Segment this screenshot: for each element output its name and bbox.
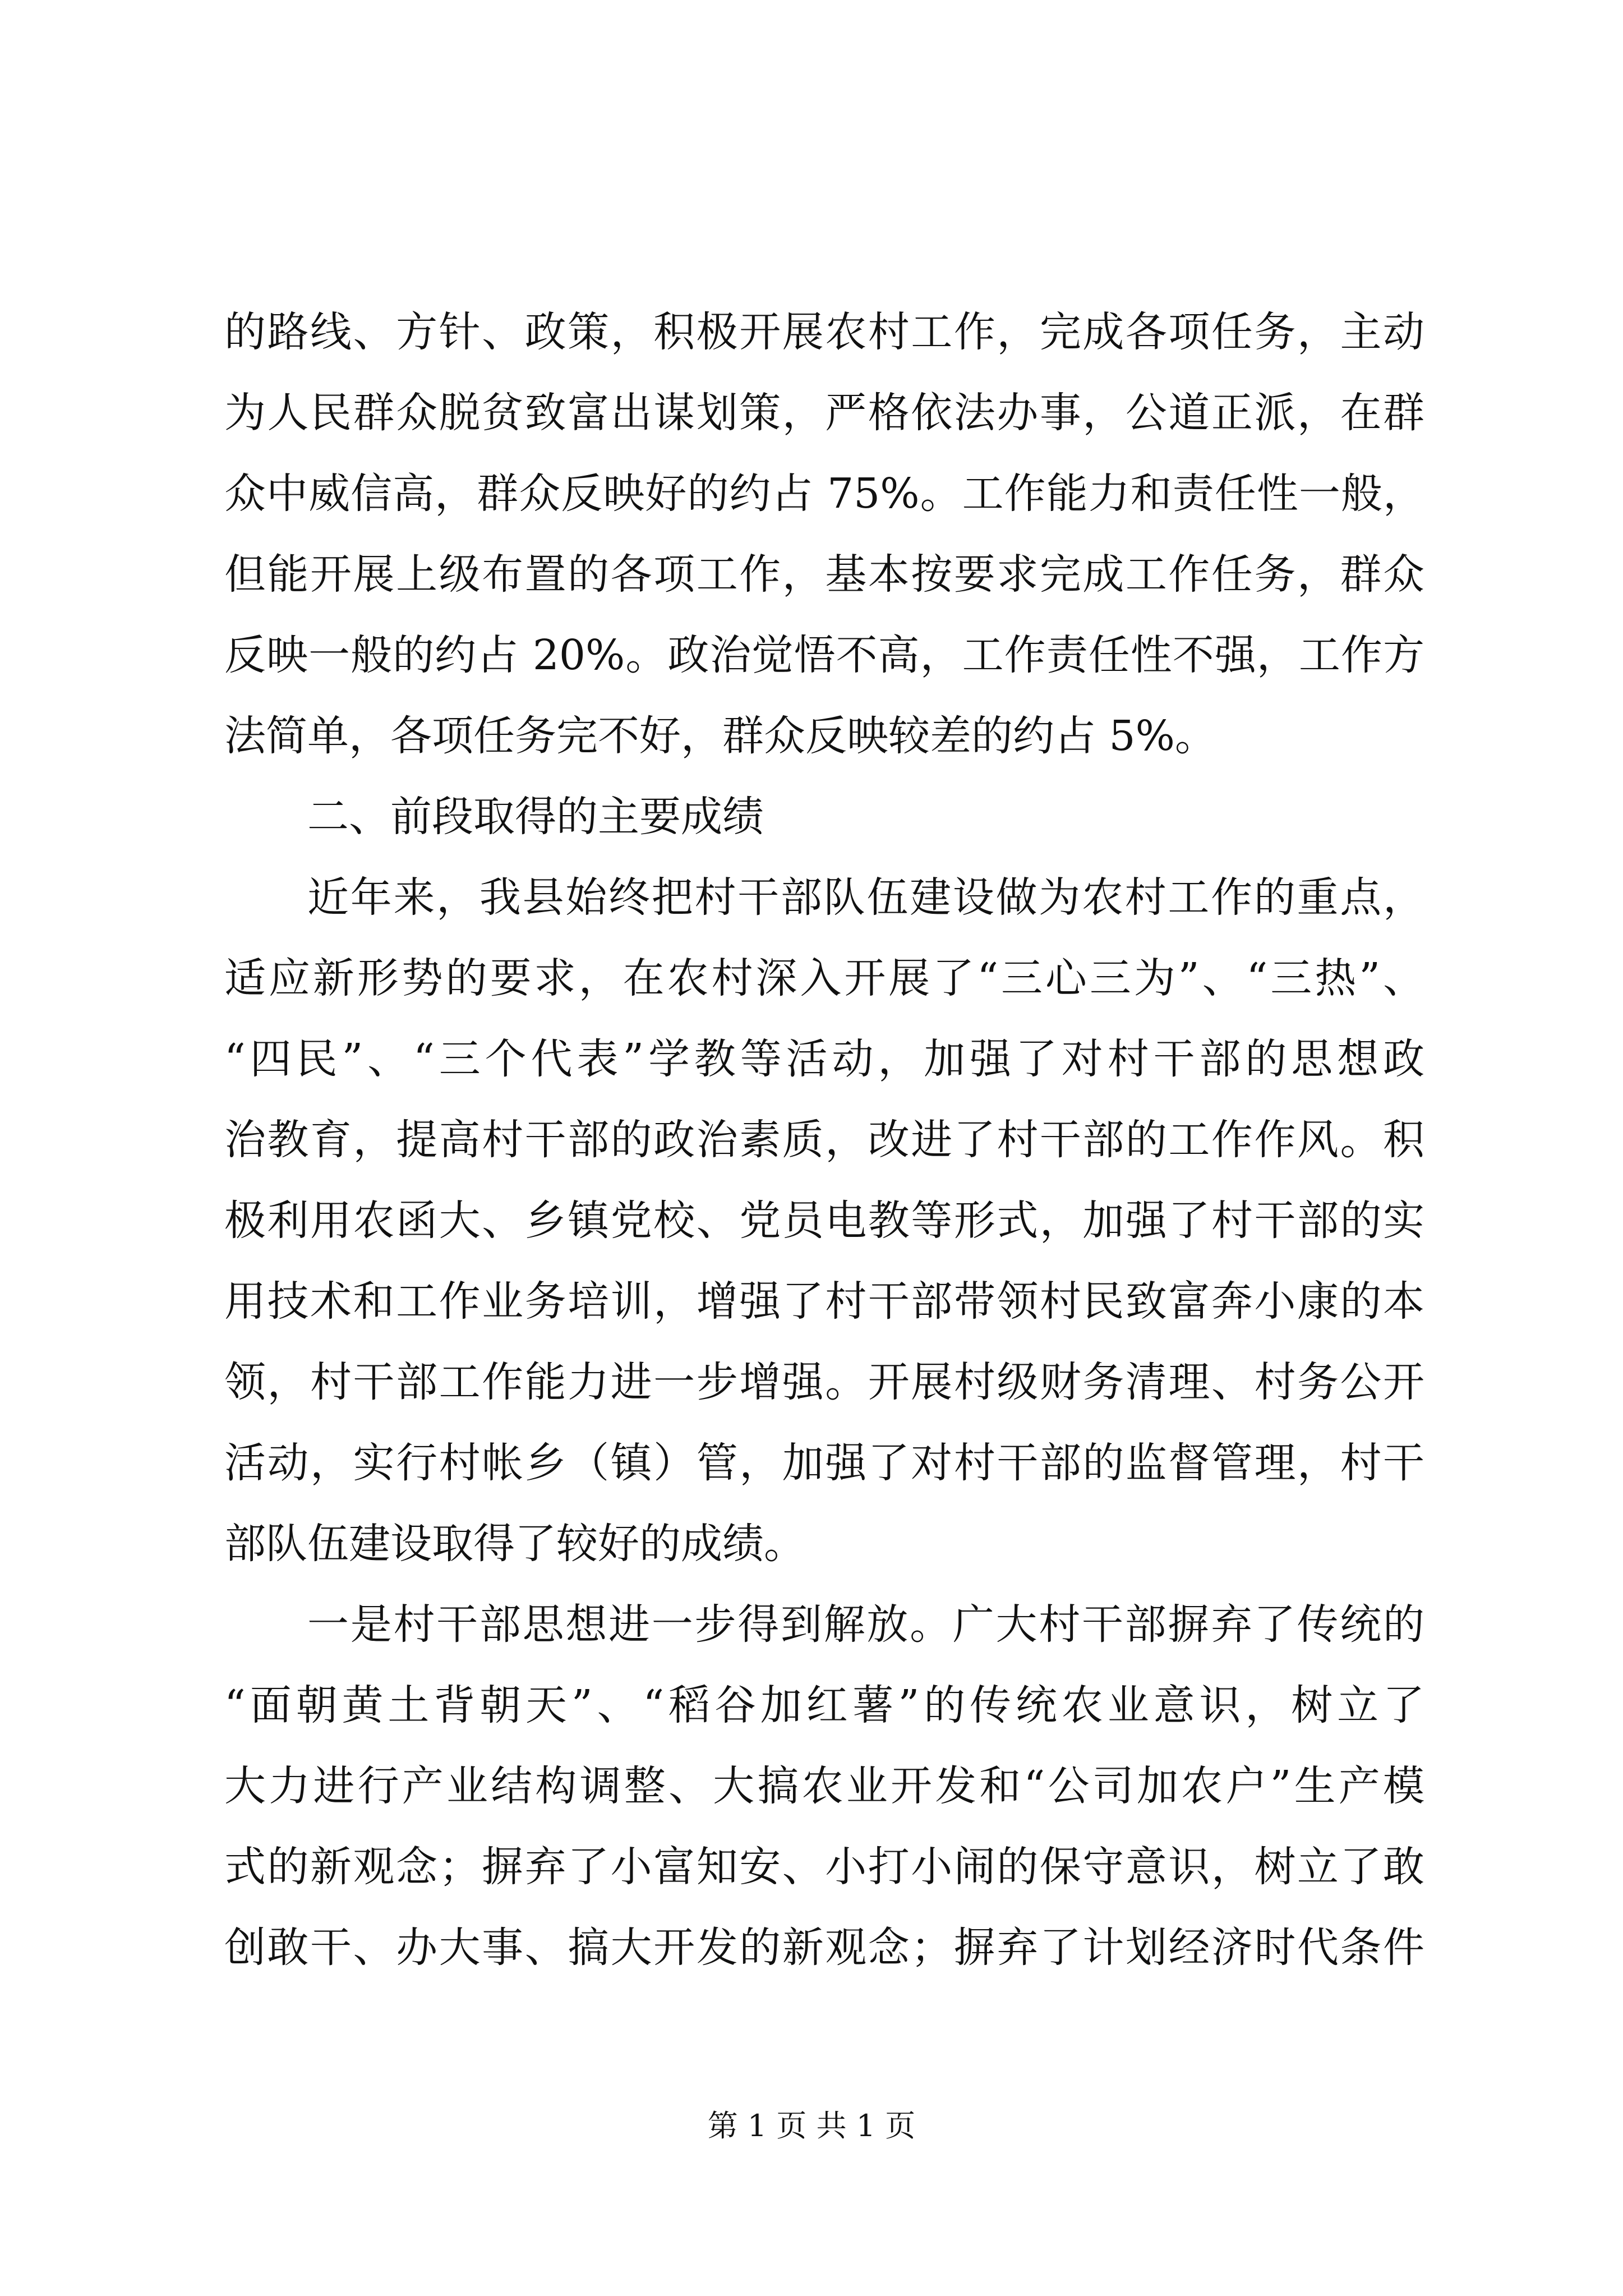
body-line: 治教育，提高村干部的政治素质，改进了村干部的工作作风。积 <box>224 1116 1424 1164</box>
body-line: 适应新形势的要求，在农村深入开展了“三心三为”、“三热”、 <box>224 954 1424 1002</box>
page-footer: 第 1 页 共 1 页 <box>707 2108 916 2143</box>
body-line: 的路线、方针、政策，积极开展农村工作，完成各项任务，主动 <box>224 308 1424 356</box>
body-line: 一是村干部思想进一步得到解放。广大村干部摒弃了传统的 <box>307 1600 1424 1649</box>
body-line: 活动，实行村帐乡（镇）管，加强了对村干部的监督管理，村干 <box>224 1439 1424 1487</box>
document-body <box>224 292 1424 1988</box>
body-line: “面朝黄土背朝天”、“稻谷加红薯”的传统农业意识，树立了 <box>224 1681 1424 1729</box>
body-line: 为人民群众脱贫致富出谋划策，严格依法办事，公道正派，在群 <box>224 389 1424 437</box>
section-heading: 二、前段取得的主要成绩 <box>307 793 764 841</box>
body-line: 反映一般的约占 20%。政治觉悟不高，工作责任性不强，工作方 <box>224 631 1424 679</box>
body-line: 极利用农函大、乡镇党校、党员电教等形式，加强了村干部的实 <box>224 1197 1424 1245</box>
body-line: 法简单，各项任务完不好，群众反映较差的约占 5%。 <box>224 712 1216 760</box>
body-line: 式的新观念；摒弃了小富知安、小打小闹的保守意识，树立了敢 <box>224 1843 1424 1891</box>
body-line: 用技术和工作业务培训，增强了村干部带领村民致富奔小康的本 <box>224 1277 1424 1326</box>
body-line: “四民”、“三个代表”学教等活动，加强了对村干部的思想政 <box>224 1035 1424 1083</box>
body-line: 近年来，我县始终把村干部队伍建设做为农村工作的重点， <box>307 873 1424 922</box>
body-line: 领，村干部工作能力进一步增强。开展村级财务清理、村务公开 <box>224 1358 1424 1406</box>
body-line: 部队伍建设取得了较好的成绩。 <box>224 1520 805 1568</box>
body-line: 但能开展上级布置的各项工作，基本按要求完成工作任务，群众 <box>224 550 1424 599</box>
body-line: 创敢干、办大事、搞大开发的新观念；摒弃了计划经济时代条件 <box>224 1924 1424 1972</box>
body-line: 大力进行产业结构调整、大搞农业开发和“公司加农户”生产模 <box>224 1762 1424 1810</box>
body-line: 众中威信高，群众反映好的约占 75%。工作能力和责任性一般， <box>224 470 1424 518</box>
